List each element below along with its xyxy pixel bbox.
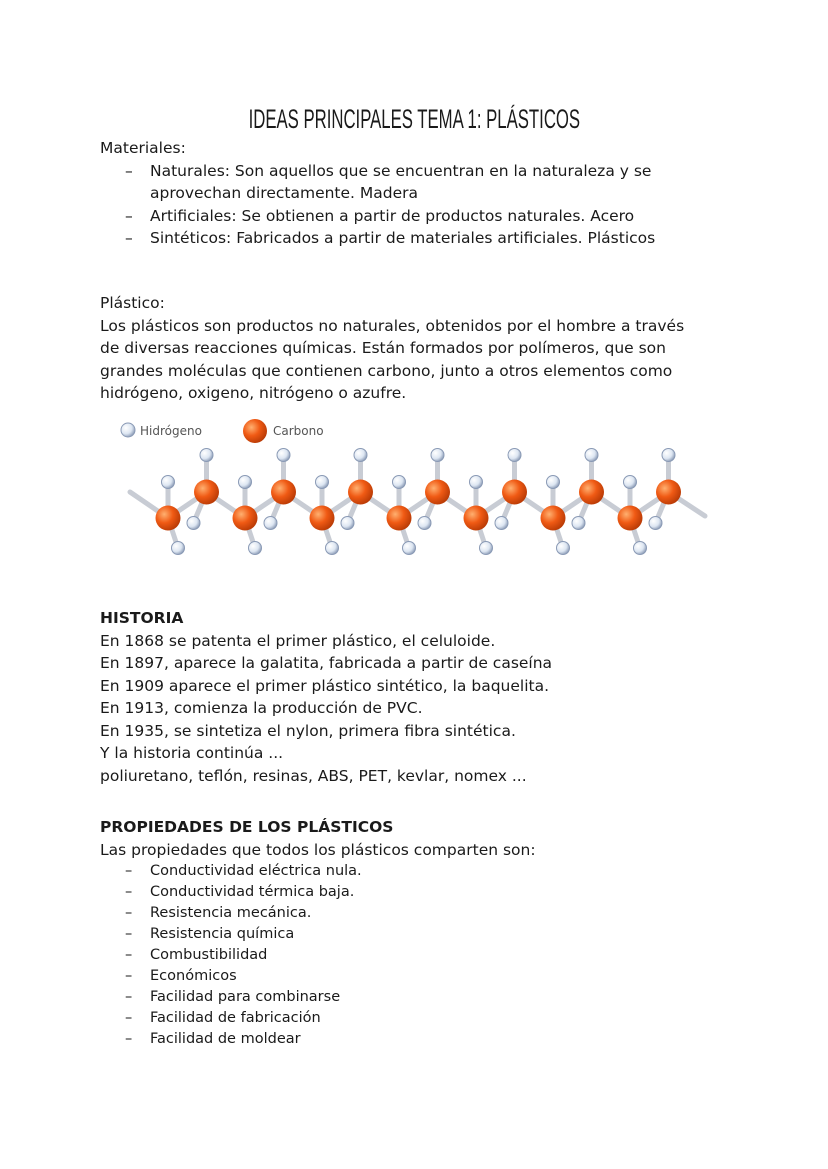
hydrogen-atom xyxy=(393,476,406,489)
hydrogen-atom xyxy=(649,517,662,530)
hydrogen-atom xyxy=(557,542,570,555)
text-line: En 1909 aparece el primer plástico sintético, la baquelita. xyxy=(100,676,550,695)
hydrogen-legend-icon xyxy=(121,423,135,437)
hydrogen-atom xyxy=(162,476,175,489)
carbon-atom xyxy=(464,506,489,531)
hydrogen-atom xyxy=(634,542,647,555)
hydrogen-atom xyxy=(585,449,598,462)
propiedades-heading: PROPIEDADES DE LOS PLÁSTICOS xyxy=(100,818,394,836)
list-item: – Sintéticos: Fabricados a partir de materiales artificiales. Plásticos xyxy=(100,227,710,250)
historia-section xyxy=(100,607,552,787)
hydrogen-atom xyxy=(495,517,508,530)
text-line: En 1935, se sintetiza el nylon, primera fibra sintética. xyxy=(100,721,516,740)
carbon-legend-icon xyxy=(243,419,267,443)
legend-hydrogen: Hidrógeno xyxy=(140,424,202,438)
text-line: Y la historia continúa ... xyxy=(100,744,284,762)
carbon-atom xyxy=(502,480,527,505)
propiedades-list xyxy=(100,861,536,1050)
hydrogen-atom xyxy=(200,449,213,462)
list-item: – Conductividad térmica baja. xyxy=(100,882,536,903)
list-item: – Naturales: Son aquellos que se encuentran en la naturaleza y se aprovechan directamente. Madera xyxy=(100,160,710,205)
hydrogen-atom xyxy=(187,517,200,530)
hydrogen-atom xyxy=(249,542,262,555)
carbon-atom xyxy=(271,480,296,505)
list-item: – Facilidad de fabricación xyxy=(100,1008,536,1029)
text-line: Los plásticos son productos no naturales, obtenidos por el hombre a través xyxy=(100,316,685,335)
hydrogen-atom xyxy=(277,449,290,462)
carbon-atom xyxy=(387,506,412,531)
hydrogen-atom xyxy=(418,517,431,530)
list-item: – Combustibilidad xyxy=(100,945,536,966)
propiedades-section xyxy=(100,816,536,1050)
hydrogen-atom xyxy=(508,449,521,462)
carbon-atom xyxy=(656,480,681,505)
hydrogen-atom xyxy=(662,449,675,462)
text-line: hidrógeno, oxigeno, nitrógeno o azufre. xyxy=(100,384,407,402)
list-item: – Económicos xyxy=(100,966,536,987)
materiales-section xyxy=(100,137,710,250)
hydrogen-atom xyxy=(326,542,339,555)
carbon-atom xyxy=(425,480,450,505)
polymer-molecule-diagram xyxy=(110,410,720,570)
hydrogen-atom xyxy=(172,542,185,555)
hydrogen-atom xyxy=(480,542,493,555)
materiales-heading: Materiales: xyxy=(100,139,186,157)
text-line: En 1897, aparece la galatita, fabricada a partir de caseína xyxy=(100,654,553,672)
materiales-list xyxy=(100,160,710,250)
page-title: IDEAS PRINCIPALES TEMA 1: PLÁSTICOS xyxy=(248,104,580,134)
carbon-atom xyxy=(233,506,258,531)
text-line: En 1868 se patenta el primer plástico, el celuloide. xyxy=(100,631,496,650)
hydrogen-atom xyxy=(572,517,585,530)
hydrogen-atom xyxy=(341,517,354,530)
text-line: de diversas reacciones químicas. Están formados por polímeros, que son xyxy=(100,339,666,357)
list-item: – Conductividad eléctrica nula. xyxy=(100,861,536,882)
historia-heading: HISTORIA xyxy=(100,609,184,627)
text-line: En 1913, comienza la producción de PVC. xyxy=(100,699,423,717)
list-item: – Facilidad de moldear xyxy=(100,1029,536,1050)
plastico-section xyxy=(100,292,684,405)
hydrogen-atom xyxy=(316,476,329,489)
hydrogen-atom xyxy=(470,476,483,489)
propiedades-intro: Las propiedades que todos los plásticos comparten son: xyxy=(100,840,536,859)
text-line: poliuretano, teflón, resinas, ABS, PET, kevlar, nomex ... xyxy=(100,766,527,785)
hydrogen-atom xyxy=(431,449,444,462)
list-item: – Resistencia química xyxy=(100,924,536,945)
list-item: – Facilidad para combinarse xyxy=(100,987,536,1008)
carbon-atom xyxy=(310,506,335,531)
list-item: – Artificiales: Se obtienen a partir de productos naturales. Acero xyxy=(100,205,710,228)
text-line: grandes moléculas que contienen carbono, junto a otros elementos como xyxy=(100,361,673,380)
hydrogen-atom xyxy=(547,476,560,489)
hydrogen-atom xyxy=(354,449,367,462)
carbon-atom xyxy=(579,480,604,505)
hydrogen-atom xyxy=(264,517,277,530)
carbon-atom xyxy=(156,506,181,531)
carbon-atom xyxy=(348,480,373,505)
carbon-atom xyxy=(194,480,219,505)
carbon-atom xyxy=(618,506,643,531)
legend-carbon: Carbono xyxy=(273,424,324,438)
hydrogen-atom xyxy=(239,476,252,489)
hydrogen-atom xyxy=(624,476,637,489)
plastico-heading: Plástico: xyxy=(100,294,165,312)
carbon-atom xyxy=(541,506,566,531)
hydrogen-atom xyxy=(403,542,416,555)
list-item: – Resistencia mecánica. xyxy=(100,903,536,924)
